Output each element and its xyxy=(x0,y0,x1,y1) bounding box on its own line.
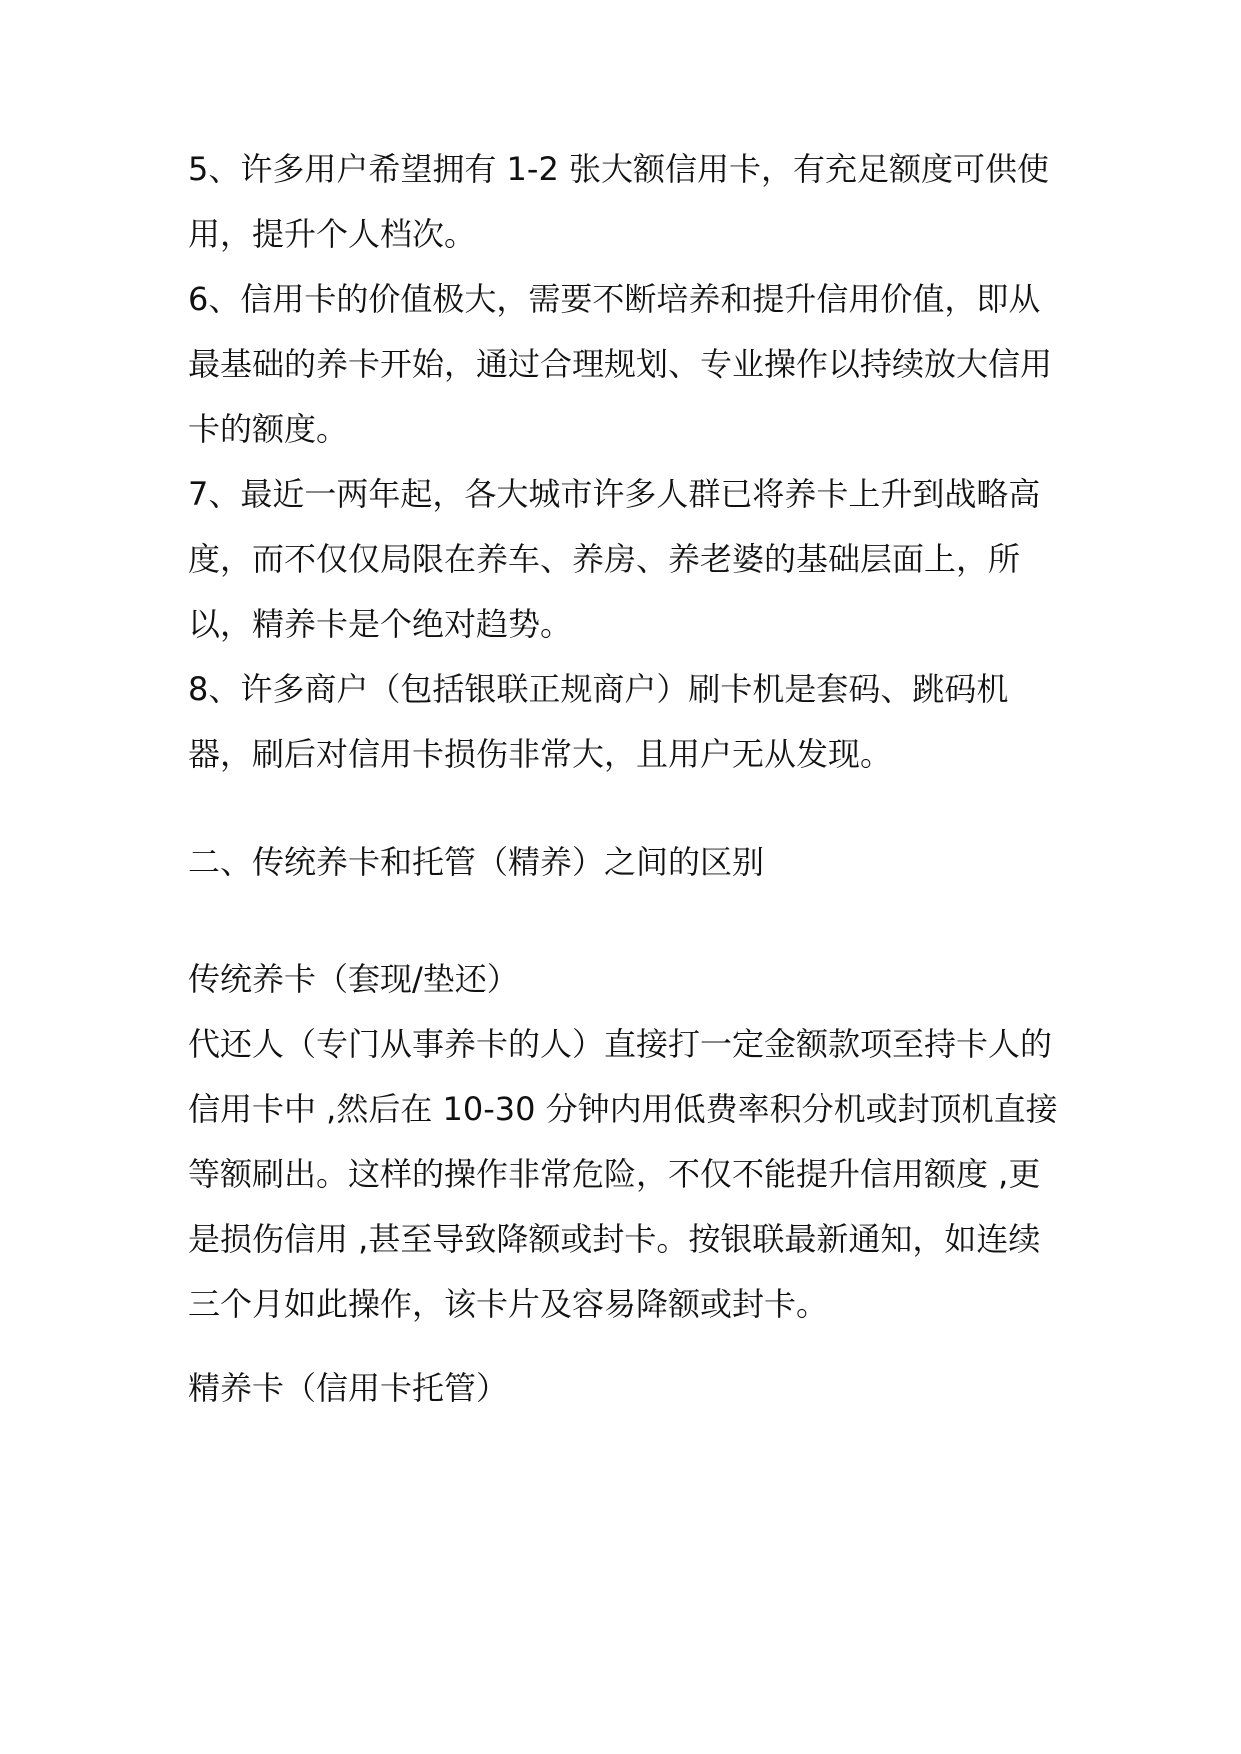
section-heading-block xyxy=(188,830,1068,895)
list-item: 6、信用卡的价值极大，需要不断培养和提升信用价值，即从最基础的养卡开始，通过合理规划、专业操作以持续放大信用卡的额度。 xyxy=(188,280,1053,448)
traditional-heading: 传统养卡（套现/垫还） xyxy=(188,960,519,998)
list-item: 7、最近一两年起，各大城市许多人群已将养卡上升到战略高度，而不仅仅局限在养车、养房、养老婆的基础层面上，所以，精养卡是个绝对趋势。 xyxy=(188,475,1041,643)
numbered-list xyxy=(188,137,1068,787)
traditional-body: 代还人（专门从事养卡的人）直接打一定金额款项至持卡人的信用卡中 ,然后在 10-30 分钟内用低费率积分机或封顶机直接等额刷出。这样的操作非常危险，不仅不能提升信用额度 ,更是损伤信用 ,甚至导致降额或封卡。按银联最新通知，如连续三个月如此操作，该卡片及容易降额或封卡。 xyxy=(188,1025,1058,1323)
refined-section xyxy=(188,1356,1068,1421)
refined-heading: 精养卡（信用卡托管） xyxy=(188,1369,509,1407)
list-item: 5、许多用户希望拥有 1-2 张大额信用卡，有充足额度可供使用，提升个人档次。 xyxy=(188,150,1049,253)
section-heading: 二、传统养卡和托管（精养）之间的区别 xyxy=(188,843,765,881)
traditional-section xyxy=(188,947,1068,1337)
list-item: 8、许多商户（包括银联正规商户）刷卡机是套码、跳码机器，刷后对信用卡损伤非常大，且用户无从发现。 xyxy=(188,670,1009,773)
